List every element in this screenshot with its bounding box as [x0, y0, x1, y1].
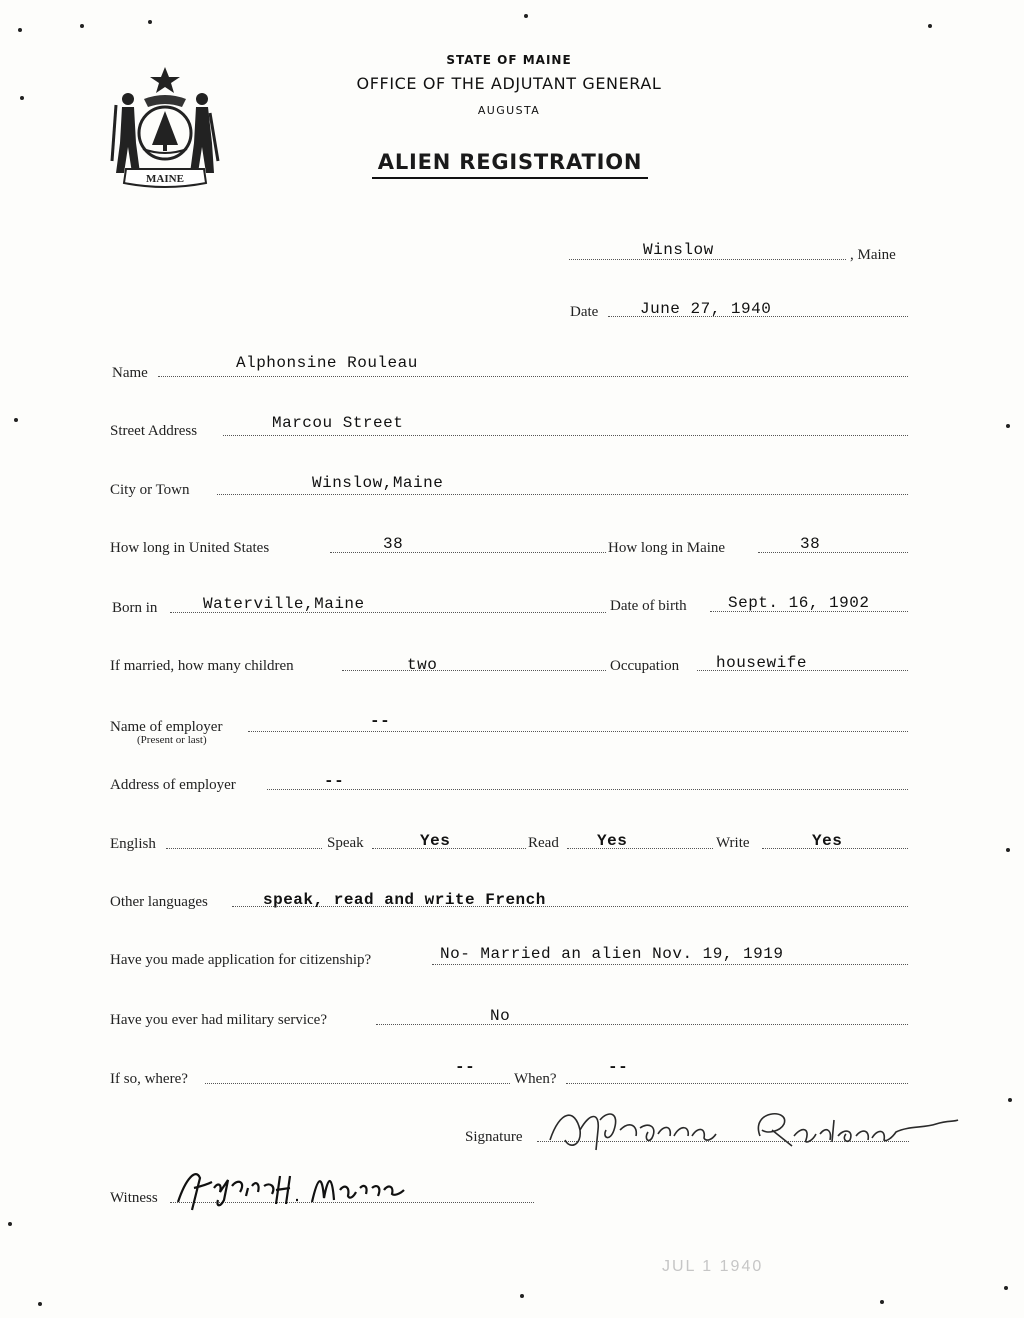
name-value: Alphonsine Rouleau [236, 354, 418, 372]
when-line [566, 1083, 908, 1084]
scan-speck [148, 20, 152, 24]
city-line [217, 494, 908, 495]
scan-speck [928, 24, 932, 28]
street-line [223, 435, 908, 436]
scan-speck [14, 418, 18, 422]
where-label: If so, where? [110, 1071, 188, 1087]
occupation-label: Occupation [610, 658, 680, 674]
other-languages-value: speak, read and write French [263, 891, 546, 909]
witness-label: Witness [110, 1190, 158, 1206]
where-value: -- [455, 1058, 476, 1076]
dob-value: Sept. 16, 1902 [728, 594, 870, 612]
header-office: OFFICE OF THE ADJUTANT GENERAL [356, 74, 662, 93]
english-line [166, 848, 322, 849]
born-in-value: Waterville,Maine [203, 595, 365, 613]
how-long-maine-label: How long in Maine [608, 540, 726, 556]
scan-speck [8, 1222, 12, 1226]
scan-speck [520, 1294, 524, 1298]
children-line [342, 670, 606, 671]
scan-speck [880, 1300, 884, 1304]
scan-speck [20, 96, 24, 100]
children-label: If married, how many children [110, 658, 294, 674]
speak-label: Speak [327, 835, 364, 851]
name-label: Name [112, 365, 148, 381]
read-line [567, 848, 713, 849]
read-value: Yes [597, 832, 628, 850]
occupation-value: housewife [716, 654, 807, 672]
how-long-us-line [330, 552, 606, 553]
dob-label: Date of birth [610, 598, 687, 614]
military-value: No [490, 1007, 511, 1025]
scan-speck [524, 14, 528, 18]
born-in-label: Born in [112, 600, 158, 616]
scan-speck [1006, 424, 1010, 428]
employer-address-value: -- [324, 772, 345, 790]
scan-speck [1008, 1098, 1012, 1102]
signature-label: Signature [465, 1129, 523, 1145]
town-suffix: , Maine [850, 247, 896, 263]
where-line [205, 1083, 510, 1084]
how-long-maine-line [758, 552, 908, 553]
employer-sublabel: (Present or last) [137, 734, 207, 746]
employer-label: Name of employer [110, 719, 223, 735]
town-value: Winslow [643, 241, 714, 259]
scan-speck [38, 1302, 42, 1306]
witness-signature [172, 1158, 412, 1214]
employer-address-line [267, 789, 908, 790]
how-long-maine-value: 38 [800, 535, 821, 553]
street-label: Street Address [110, 423, 198, 439]
scan-speck [1004, 1286, 1008, 1290]
applicant-signature [540, 1100, 970, 1160]
received-stamp: JUL 1 1940 [662, 1258, 764, 1275]
scan-speck [80, 24, 84, 28]
citizenship-value: No- Married an alien Nov. 19, 1919 [440, 945, 784, 963]
write-label: Write [716, 835, 750, 851]
employer-line [248, 731, 908, 732]
how-long-us-label: How long in United States [110, 540, 270, 556]
employer-address-label: Address of employer [110, 777, 236, 793]
military-line [376, 1024, 908, 1025]
date-value: June 27, 1940 [640, 300, 772, 318]
city-value: Winslow,Maine [312, 474, 444, 492]
when-label: When? [514, 1071, 557, 1087]
scan-speck [18, 28, 22, 32]
speak-value: Yes [420, 832, 451, 850]
citizenship-label: Have you made application for citizenship? [110, 952, 372, 968]
seal-text: MAINE [146, 173, 184, 185]
english-label: English [110, 836, 156, 852]
date-label: Date [570, 304, 599, 320]
employer-value: -- [370, 712, 391, 730]
citizenship-line [432, 964, 908, 965]
city-label: City or Town [110, 482, 190, 498]
header-city: AUGUSTA [477, 104, 541, 117]
form-title: ALIEN REGISTRATION [372, 150, 648, 179]
header-state: STATE OF MAINE [446, 53, 572, 67]
military-label: Have you ever had military service? [110, 1012, 327, 1028]
children-value: two [407, 656, 438, 674]
write-value: Yes [812, 832, 843, 850]
read-label: Read [528, 835, 559, 851]
name-line [158, 376, 908, 377]
other-languages-label: Other languages [110, 894, 208, 910]
scan-speck [1006, 848, 1010, 852]
when-value: -- [608, 1058, 629, 1076]
street-value: Marcou Street [272, 414, 404, 432]
how-long-us-value: 38 [383, 535, 404, 553]
town-line [569, 259, 846, 260]
